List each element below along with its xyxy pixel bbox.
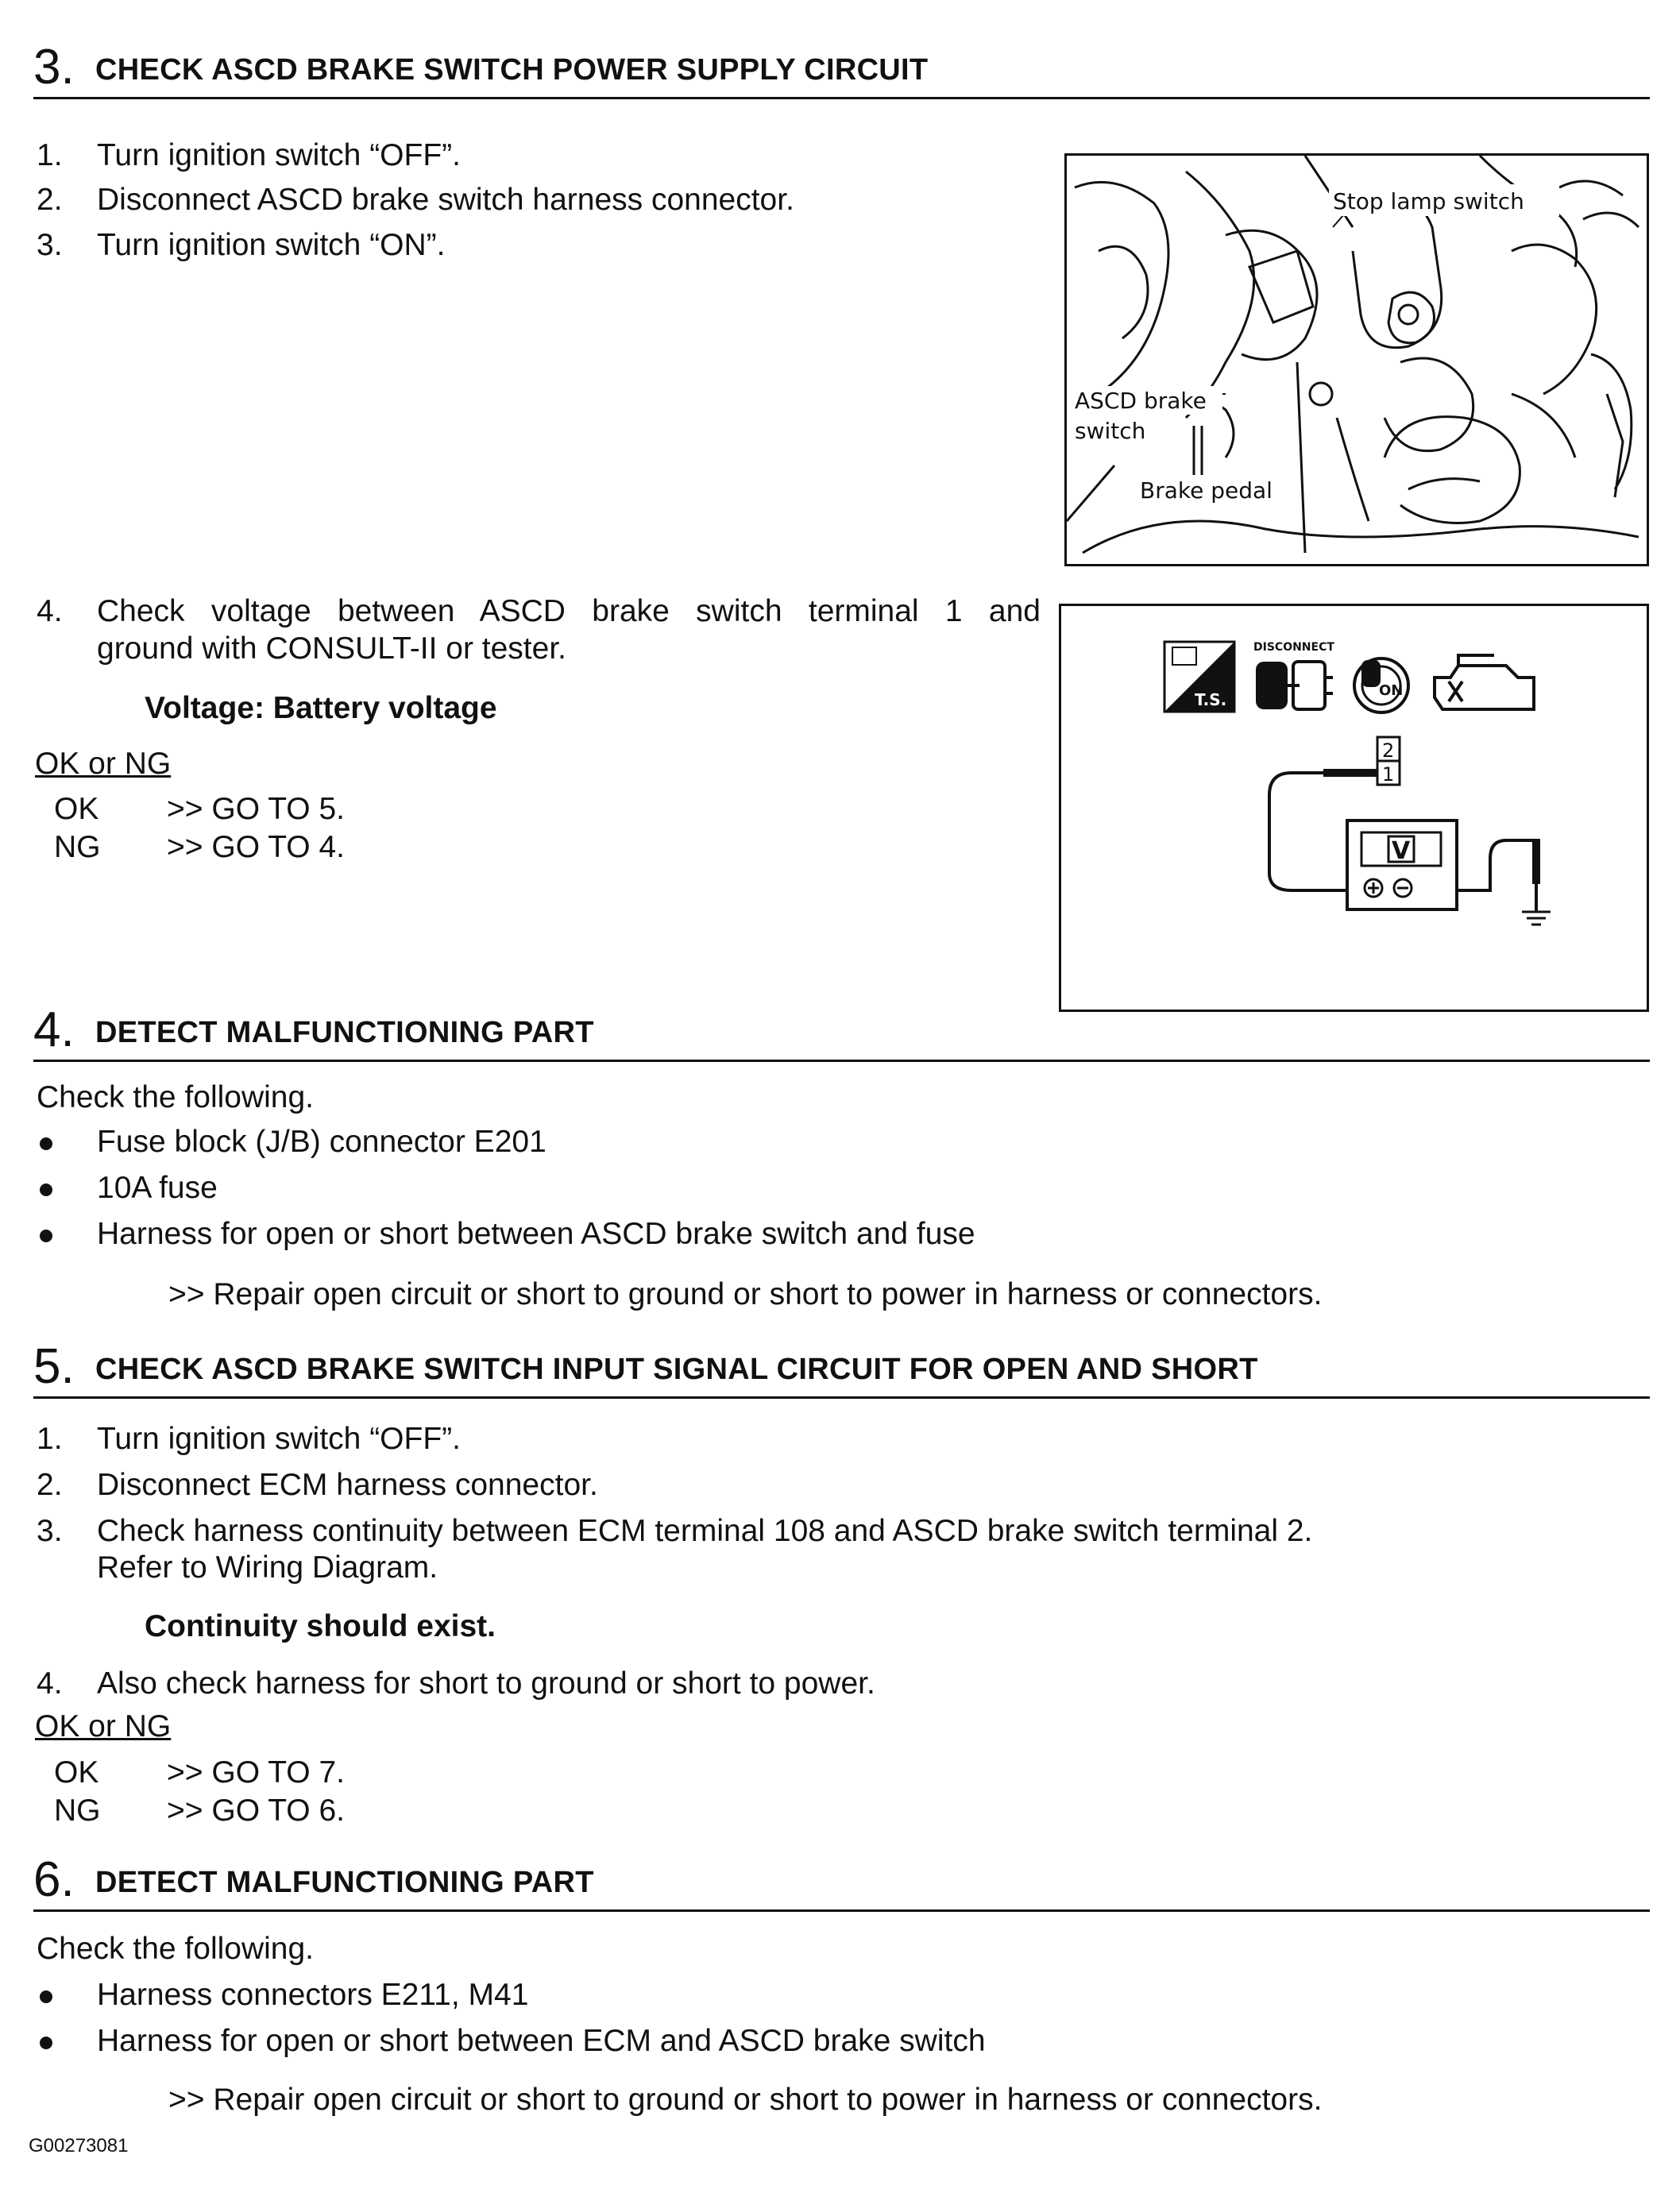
document-code: G00273081 — [29, 2135, 129, 2156]
ignition-key-on-icon — [1354, 658, 1408, 712]
check-item: Harness for open or short between ASCD brake switch and fuse — [97, 1217, 975, 1251]
step-number: 6. — [33, 1852, 75, 1907]
ascd-switch-label: switch — [1075, 418, 1146, 444]
ok-result-action: >> GO TO 5. — [167, 792, 346, 826]
procedure-step-continued: Refer to Wiring Diagram. — [97, 1550, 438, 1585]
step-number: 5. — [33, 1339, 75, 1394]
check-item: Harness for open or short between ECM and ASCD brake switch — [97, 2024, 986, 2058]
check-intro: Check the following. — [37, 1080, 315, 1114]
section-title: DETECT MALFUNCTIONING PART — [95, 1866, 594, 1899]
ok-or-ng-label: OK or NG — [35, 747, 172, 781]
check-item: Fuse block (J/B) connector E201 — [97, 1125, 546, 1159]
check-intro: Check the following. — [37, 1932, 315, 1966]
step-number: 4. — [33, 1002, 75, 1057]
terminal-2-label: 2 — [1382, 739, 1395, 762]
ok-result-action: >> GO TO 7. — [167, 1755, 346, 1790]
section-title: CHECK ASCD BRAKE SWITCH POWER SUPPLY CIRCUIT — [95, 53, 929, 87]
brake-pedal-illustration — [1064, 153, 1649, 566]
step-number: 3. — [33, 40, 75, 95]
spec-value: Voltage: Battery voltage — [145, 691, 497, 725]
disconnect-connector-icon — [1253, 641, 1334, 709]
svg-text:T.S.: T.S. — [1195, 690, 1227, 709]
section-3-header — [33, 40, 1650, 99]
svg-text:DISCONNECT: DISCONNECT — [1253, 641, 1334, 654]
svg-text:ON: ON — [1379, 682, 1404, 699]
ng-result-action: >> GO TO 4. — [167, 830, 346, 864]
section-4-header — [33, 1002, 1650, 1062]
section-6-header — [33, 1852, 1650, 1912]
section-title: DETECT MALFUNCTIONING PART — [95, 1016, 594, 1049]
section-5-header — [33, 1339, 1650, 1399]
section-title: CHECK ASCD BRAKE SWITCH INPUT SIGNAL CIRCUIT FOR OPEN AND SHORT — [95, 1353, 1258, 1386]
check-item: Harness connectors E211, M41 — [97, 1978, 529, 2012]
bullet-dot — [40, 1990, 52, 2003]
ng-result-action: >> GO TO 6. — [167, 1794, 346, 1828]
engine-off-icon — [1435, 655, 1534, 709]
bullet-dot — [40, 1230, 52, 1242]
bullet-dot — [40, 2037, 52, 2049]
voltmeter-drawing — [1061, 606, 1647, 1010]
harness-connector-terminals — [1377, 737, 1400, 786]
bullet-dot — [40, 1137, 52, 1150]
brake-pedal-label: Brake pedal — [1140, 477, 1273, 504]
ground-symbol — [1522, 912, 1551, 925]
spec-value: Continuity should exist. — [145, 1609, 496, 1643]
ascd-brake-label: ASCD brake — [1075, 388, 1207, 414]
voltmeter-icon — [1347, 820, 1457, 909]
stop-lamp-switch-label: Stop lamp switch — [1333, 188, 1524, 214]
ts-icon — [1164, 642, 1234, 712]
repair-action: >> Repair open circuit or short to ground or short to power in harness or connectors. — [168, 2083, 1323, 2117]
voltmeter-v-label: V — [1392, 837, 1411, 865]
ok-result-label: OK — [54, 1755, 99, 1790]
repair-action: >> Repair open circuit or short to ground or short to power in harness or connectors. — [168, 1277, 1323, 1311]
pedal-area-drawing — [1067, 156, 1647, 564]
procedure-step-continued: ground with CONSULT-II or tester. — [97, 631, 566, 666]
ok-or-ng-label: OK or NG — [35, 1709, 172, 1743]
terminal-1-label: 1 — [1382, 763, 1395, 786]
check-item: 10A fuse — [97, 1171, 218, 1205]
ok-result-label: OK — [54, 792, 99, 826]
ng-result-label: NG — [54, 830, 101, 864]
voltage-check-diagram — [1059, 604, 1649, 1012]
bullet-dot — [40, 1183, 52, 1196]
ng-result-label: NG — [54, 1794, 101, 1828]
